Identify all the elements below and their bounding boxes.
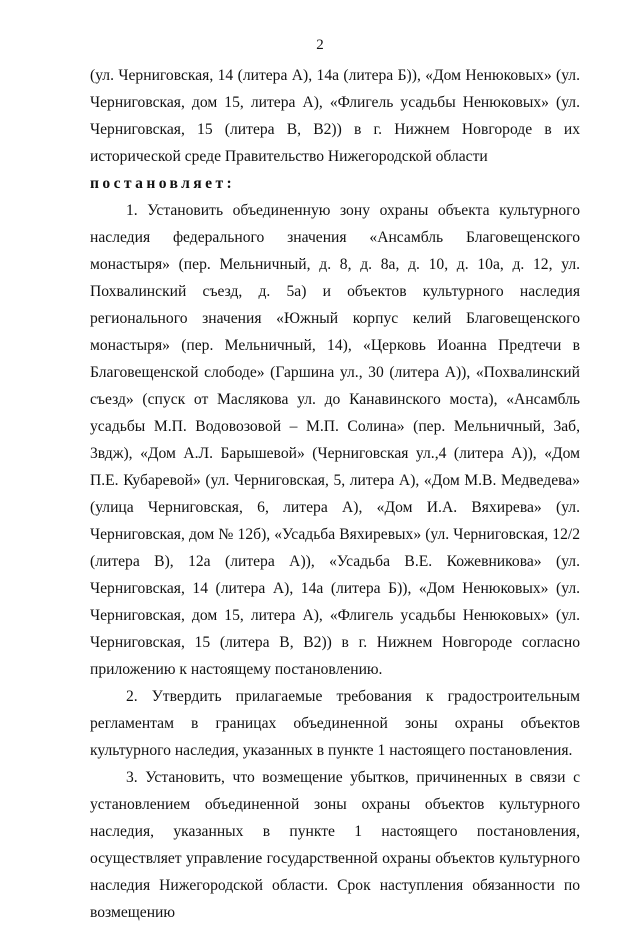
document-body [90, 62, 580, 926]
paragraph-1: 1. Установить объединенную зону охраны объекта культурного наследия федерального значения «Ансамбль Благовещенского монастыря» (пер. Мельничный, д. 8, д. 8а, д. 10, д. 10а, д. 12, ул. Похвалинский съезд, д. 5а) и объектов культурного наследия регионального значения «Южный корпус келий Благовещенского монастыря» (пер. Мельничный, 14), «Церковь Иоанна Предтечи в Благовещенской слободе» (Гаршина ул., 30 (литера А)), «Похвалинский съезд» (спуск от Маслякова ул. до Канавинского моста), «Ансамбль усадьбы М.П. Водовозовой – М.П. Солина» (пер. Мельничный, 3аб, 3вдж), «Дом А.Л. Барышевой» (Черниговская ул.,4 (литера А)), «Дом П.Е. Кубаревой» (ул. Черниговская, 5, литера А), «Дом М.В. Медведева» (улица Черниговская, 6, литера А), «Дом И.А. Вяхирева» (ул. Черниговская, дом № 12б), «Усадьба Вяхиревых» (ул. Черниговская, 12/2 (литера В), 12а (литера А)), «Усадьба В.Е. Кожевникова» (ул. Черниговская, 14 (литера А), 14а (литера Б)), «Дом Ненюковых» (ул. Черниговская, дом 15, литера А), «Флигель усадьбы Ненюковых» (ул. Черниговская, 15 (литера В, В2)) в г. Нижнем Новгороде согласно приложению к настоящему постановлению. [90, 202, 580, 678]
paragraph-2: 2. Утвердить прилагаемые требования к градостроительным регламентам в границах объединенной зоны охраны объектов культурного наследия, указанных в пункте 1 настоящего постановления. [90, 688, 580, 759]
decree-word: постановляет: [90, 175, 236, 192]
page-number: 2 [316, 37, 324, 53]
intro-paragraph: (ул. Черниговская, 14 (литера А), 14а (литера Б)), «Дом Ненюковых» (ул. Черниговская, дом 15, литера А), «Флигель усадьбы Ненюковых» (ул. Черниговская, 15 (литера В, В2)) в г. Нижнем Новгороде в их исторической среде Правительство Нижегородской области [90, 67, 580, 165]
paragraph-3: 3. Установить, что возмещение убытков, причиненных в связи с установлением объединенной зоны охраны объектов культурного наследия, указанных в пункте 1 настоящего постановления, осуществляет управление государственной охраны объектов культурного наследия Нижегородской области. Срок наступления обязанности по возмещению [90, 769, 580, 921]
